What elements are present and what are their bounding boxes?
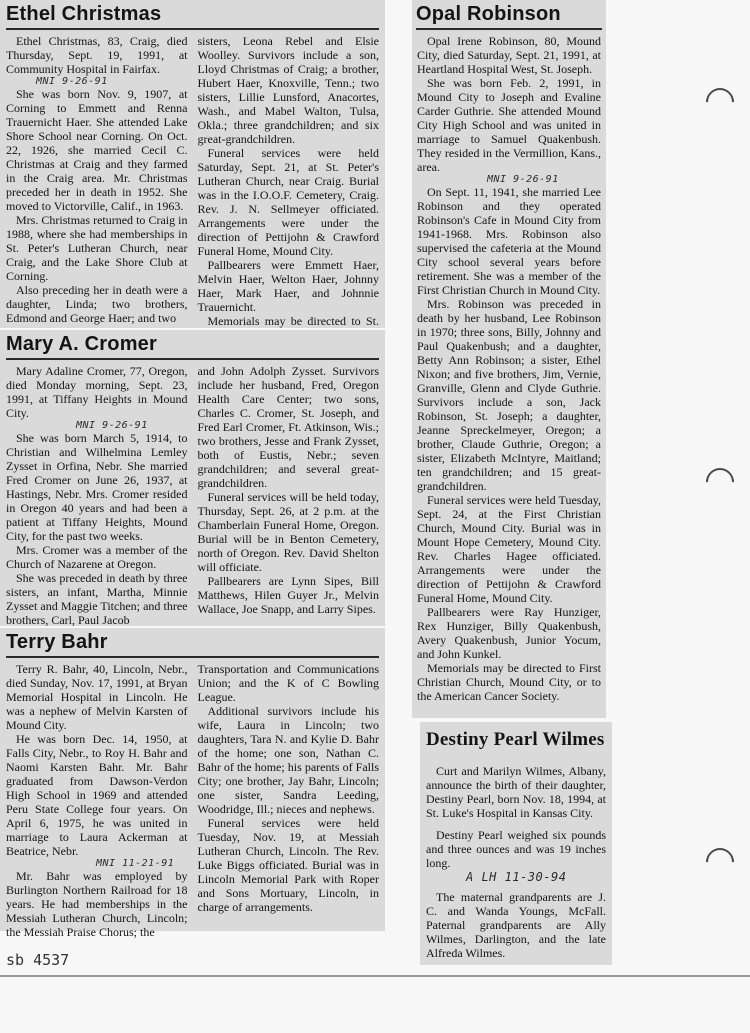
punch-hole-mark bbox=[700, 842, 740, 882]
paragraph: Pallbearers were Emmett Haer, Melvin Haer, Welton Haer, Johnny Haer, Mark Haer, and Johnnie Trauernicht. bbox=[197, 258, 379, 314]
paragraph: Curt and Marilyn Wilmes, Albany, announce the birth of their daughter, Destiny Pearl, born Nov. 18, 1994, at St. Luke's Hospital in Kansas City. bbox=[426, 764, 606, 820]
paragraph: Funeral services were held Tuesday, Sept. 24, at the First Christian Church, Mound City. Burial was in Mount Hope Cemetery, Mound City. Rev. Charles Hagee officiated. Arrangements were under the direction of Pettijohn & Crawford Funeral Home, Mound City. bbox=[417, 493, 601, 605]
paragraph: Funeral services were held Tuesday, Nov. 19, at Messiah Lutheran Church, Lincoln. The Rev. Luke Biggs officiated. Burial was in Lincoln Memorial Park with Roper and Sons Mortuary, Lincoln, in charge of arrangements. bbox=[197, 816, 379, 914]
paragraph: sisters, Leona Rebel and Elsie Woolley. Survivors include a son, Lloyd Christmas of Craig; a brother, Hubert Haer, Knoxville, Tenn.; two sisters, Lillie Lunsford, Anacortes, Wash., and Mabel Walton, Tulsa, Okla.; three grandchildren; and six great-grandchildren. bbox=[197, 34, 379, 146]
obituary-title: Terry Bahr bbox=[6, 631, 108, 653]
clipping-destiny-wilmes bbox=[420, 722, 612, 965]
paragraph: Memorials may be directed to St. bbox=[207, 314, 379, 328]
paragraph: Transportation and Communications Union; and the K of C Bowling League. bbox=[197, 662, 379, 704]
column bbox=[417, 34, 601, 703]
paragraph: Mrs. Christmas returned to Craig in 1988, where she had memberships in St. Peter's Lutheran Church, near Craig, and the Lake Shore Club at Corning. bbox=[6, 213, 188, 283]
handwritten-note: MNI 9-26-91 bbox=[487, 174, 559, 185]
handwritten-note: MNI 9-26-91 bbox=[36, 76, 108, 87]
column-right bbox=[198, 34, 380, 342]
paragraph: She was born Feb. 2, 1991, in Mound City to Joseph and Evaline Carder Guthrie. She attended Mound City High School and was united in marriage to Samuel Quakenbush. They resided in the Vermillion, Kans., area. bbox=[417, 76, 601, 174]
divider bbox=[6, 358, 379, 360]
divider bbox=[6, 656, 379, 658]
paragraph: Funeral services will be held today, Thursday, Sept. 26, at 2 p.m. at the Chamberlain Funeral Home, Oregon. Burial will be in Benton Cemetery, north of Oregon. Rev. David Shelton will officiate. bbox=[197, 490, 379, 574]
paragraph: Memorials may be directed to First Christian Church, Mound City, or to the American Cancer Society. bbox=[417, 661, 601, 703]
column bbox=[426, 764, 606, 960]
paragraph: She was born Nov. 9, 1907, at Corning to Emmett and Renna Trauernicht Haer. She attended Lake Shore School near Corning. On Oct. 22, 1926, she married Cecil C. Christmas at Craig and they farmed in the Craig area. Mr. Christmas preceded her in death in 1952. She moved to Victorville, Calif., in 1963. bbox=[6, 87, 188, 213]
paragraph: Terry R. Bahr, 40, Lincoln, Nebr., died Sunday, Nov. 17, 1991, at Bryan Memorial Hospital in Lincoln. He was a nephew of Melvin Karsten of Mound City. bbox=[6, 662, 188, 732]
divider bbox=[416, 28, 602, 30]
obituary-title: Opal Robinson bbox=[416, 3, 561, 25]
paragraph: She was preceded in death by three sisters, an infant, Martha, Minnie Zysset and Maggie Titchen; and three brothers, Carl, Paul Jacob bbox=[6, 571, 188, 627]
divider bbox=[6, 28, 379, 30]
paragraph: He was born Dec. 14, 1950, at Falls City, Nebr., to Roy H. Bahr and Naomi Karsten Bahr. Mr. Bahr graduated from Dawson-Verdon High School in 1969 and attended Peru State College four years. On April 6, 1975, he was united in marriage to Laura Ackerman at Beatrice, Nebr. bbox=[6, 732, 188, 858]
punch-hole-mark bbox=[700, 82, 740, 122]
paragraph: Mrs. Robinson was preceded in death by her husband, Lee Robinson in 1970; three sons, Billy, Johnny and Paul Quakenbush; and a daughter, Betty Ann Robinson; a sister, Ethel Nixon; and five brothers, Jim, Vernie, Granville, Glenn and Clyde Guthrie. Survivors include a son, Jack Robinson, St. Joseph; a daughter, Jeanne Spreckelmeyer, Oregon; a brother, Claude Guthrie, Oregon; a sister, Elizabeth McIntyre, Maitland; ten grandchildren; and 15 great-grandchildren. bbox=[417, 297, 601, 493]
paragraph: She was born March 5, 1914, to Christian and Wilhelmina Lemley Zysset in Orfina, Nebr. She married Fred Cromer on June 26, 1937, at Hastings, Nebr. Mrs. Cromer resided in Oregon 40 years and had been a patient at Tiffany Heights, Mound City, for the past two weeks. bbox=[6, 431, 188, 543]
obituary-title: Mary A. Cromer bbox=[6, 333, 157, 355]
clipping-mary-cromer bbox=[0, 330, 385, 626]
paragraph: Opal Irene Robinson, 80, Mound City, died Saturday, Sept. 21, 1991, at Heartland Hospital West, St. Joseph. bbox=[417, 34, 601, 76]
paragraph: Mary Adaline Cromer, 77, Oregon, died Monday morning, Sept. 23, 1991, at Tiffany Heights in Mound City. bbox=[6, 364, 188, 420]
paragraph: Pallbearers are Lynn Sipes, Bill Matthews, Hilen Guyer Jr., Melvin Wallace, Joe Snapp, and Larry Sipes. bbox=[197, 574, 379, 616]
paragraph: Ethel Christmas, 83, Craig, died Thursday, Sept. 19, 1991, at Community Hospital in Fairfax. bbox=[6, 34, 188, 76]
paragraph: Funeral services were held Saturday, Sept. 21, at St. Peter's Lutheran Church, near Craig. Burial was in the I.O.O.F. Cemetery, Craig. Rev. J. N. Sellmeyer officiated. Arrangements were under the direction of Pettijohn & Crawford Funeral Home, Mound City. bbox=[197, 146, 379, 258]
paragraph: On Sept. 11, 1941, she married Lee Robinson and they operated Robinson's Cafe in Mound City from 1941-1968. Mrs. Robinson also supervised the cafeteria at the Mound City school several years before retirement. She was a member of the First Christian Church in Mound City. bbox=[417, 185, 601, 297]
obituary-title: Ethel Christmas bbox=[6, 3, 162, 25]
catalog-number: sb 4537 bbox=[6, 951, 70, 969]
scan-edge bbox=[0, 975, 750, 977]
clipping-ethel-christmas bbox=[0, 0, 385, 328]
handwritten-note: A LH 11-30-94 bbox=[466, 870, 567, 884]
column-left bbox=[6, 364, 188, 627]
punch-hole-mark bbox=[700, 462, 740, 502]
column-right bbox=[198, 662, 380, 939]
column-left bbox=[6, 662, 188, 939]
paragraph: Destiny Pearl weighed six pounds and three ounces and was 19 inches long. bbox=[426, 828, 606, 870]
paragraph: Additional survivors include his wife, Laura in Lincoln; two daughters, Tara N. and Kylie D. Bahr of the home; one son, Nathan C. Bahr of the home; his parents of Falls City; one brother, Jay Bahr, Lincoln; one sister, Sandra Leeding, Woodridge, Ill.; nieces and nephews. bbox=[197, 704, 379, 816]
paragraph: Mrs. Cromer was a member of the Church of Nazarene at Oregon. bbox=[6, 543, 188, 571]
column-left bbox=[6, 34, 188, 342]
handwritten-note: MNI 11-21-91 bbox=[96, 858, 175, 869]
announcement-title: Destiny Pearl Wilmes bbox=[426, 729, 605, 750]
paragraph: and John Adolph Zysset. Survivors include her husband, Fred, Oregon Health Care Center; two sons, Charles C. Cromer, St. Joseph, and Fred Earl Cromer, Ft. Atkinson, Wis.; two brothers, Jesse and Frank Zysset, both of Eustis, Nebr.; seven grandchildren; and several great-grandchildren. bbox=[197, 364, 379, 490]
clipping-terry-bahr bbox=[0, 628, 385, 939]
clipping-opal-robinson bbox=[412, 0, 606, 718]
paragraph: Mr. Bahr was employed by Burlington Northern Railroad for 18 years. He had memberships in the Messiah Lutheran Church, Lincoln; the Messiah Praise Chorus; the bbox=[6, 869, 188, 939]
column-right bbox=[198, 364, 380, 627]
paragraph: Also preceding her in death were a daughter, Linda; two brothers, Edmond and George Haer; and two bbox=[6, 283, 188, 325]
paragraph: The maternal grandparents are J. C. and Wanda Youngs, McFall. Paternal grandparents are Ally Wilmes, Darlington, and the late Alfreda Wilmes. bbox=[426, 890, 606, 960]
paragraph: Pallbearers were Ray Hunziger, Rex Hunziger, Billy Quakenbush, Avery Quakenbush, Junior Yocum, and John Kunkel. bbox=[417, 605, 601, 661]
handwritten-note: MNI 9-26-91 bbox=[76, 420, 148, 431]
